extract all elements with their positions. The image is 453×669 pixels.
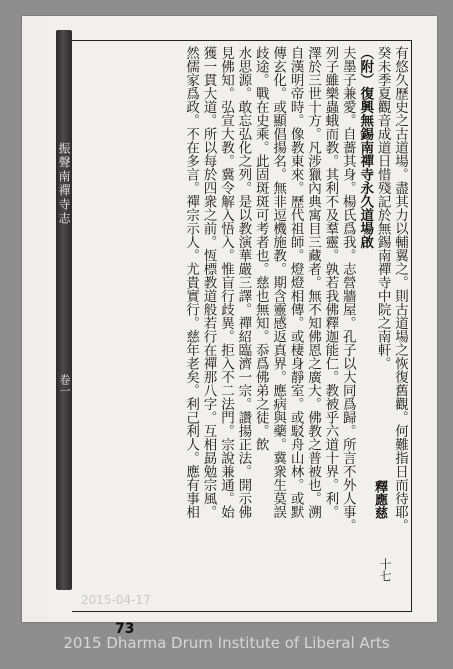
- text-line-7: 自漢明帝時。像教東來。歷代祖師。燈燈相傳。或棲身靜室。或駁舟山林。或默: [287, 46, 304, 519]
- essay-title: （附）復興無錫南禪寺永久道場啟: [357, 46, 374, 249]
- text-line-5: 列子雖樂蟲蛾而教。其利不及羣靈。孰若我佛釋迦能仁。教被乎六道十界。利。: [322, 46, 339, 519]
- spine-volume: 卷一: [58, 374, 71, 396]
- institution-watermark: 2015 Dharma Drum Institute of Liberal Arts: [63, 634, 390, 652]
- text-line-8: 傳玄化。或顯倡揚名。無非逗機施教。期含靈感返真界。應病與藥。冀衆生莫誤: [270, 46, 287, 519]
- text-line-13: 然儒家爲政。不在多言。禪宗示人。尤貴實行。慈年老矣。利己利人。應有事相: [183, 46, 200, 519]
- text-line-12: 獲一貫大道。所以每於四衆之前。恆標教道般若行在禪那八字。互相勗勉宗風。: [200, 46, 217, 519]
- text-line-11: 見佛知。弘宣大教。冀令解入悟入。惟盲行歧異。拒入不二法門。宗說兼通。始: [217, 46, 234, 519]
- text-line-10: 水思源。敢忘弘化之列。是以教演華嚴三譯。禪紹臨濟一宗。讚揚正法。開示佛: [235, 46, 252, 519]
- scan-date-stamp: 2015-04-17: [81, 593, 151, 607]
- vertical-text-block: [80, 46, 408, 606]
- page-margin: [22, 16, 48, 622]
- top-border-rule: [72, 40, 412, 41]
- author-name: 釋應慈: [372, 480, 387, 519]
- bottom-border-rule: [72, 611, 412, 612]
- right-border-rule: [411, 40, 412, 611]
- text-line-6: 澤於三世十方。凡涉獵內典寓目三藏者。無不知佛恩之廣大。佛教之普被也。溯: [304, 46, 321, 519]
- text-line-1: 有悠久歷史之古道場。盡其力以輔翼之。則古道場之恢復舊觀。何難指日而待耶。: [392, 46, 408, 532]
- text-line-2: 癸未季夏觀音成道日惜殘記於無錫南禪寺中院之南軒。: [374, 46, 391, 370]
- text-line-9: 歧途。戰在史乘。此固斑斑可考者也。慈也無知。忝爲佛弟之徒。飲: [252, 46, 269, 451]
- page-number: 十七: [378, 558, 392, 582]
- spine-title: 振聲南禪寺志: [57, 142, 71, 226]
- text-line-4: 夫墨子兼愛。自薔其身。楊氏爲我。志營牆屋。孔子以大同爲歸。所言不外人事。: [339, 46, 356, 532]
- folio-number: 73: [115, 621, 135, 637]
